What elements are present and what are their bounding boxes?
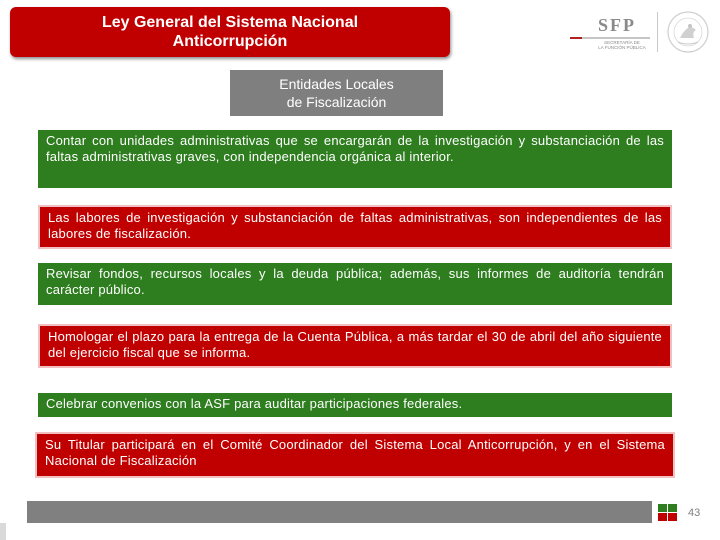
sfp-logo (565, 10, 715, 55)
list-item: Las labores de investigación y substanciación de faltas administrativas, son independientes de las labores de fiscalización. (38, 205, 672, 249)
list-item: Celebrar convenios con la ASF para auditar participaciones federales. (38, 393, 672, 417)
green-square-icon (658, 504, 667, 512)
slide-title (10, 7, 450, 57)
sfp-subtitle-line2: LA FUNCIÓN PÚBLICA (598, 45, 646, 50)
slide-title-line1: Ley General del Sistema Nacional (101, 14, 359, 31)
sfp-logo-accent (570, 37, 582, 39)
section-subtitle (230, 70, 443, 116)
logo-divider (657, 12, 658, 52)
sfp-acronym: SFP (598, 15, 637, 35)
sfp-subtitle (587, 40, 657, 50)
list-item: Su Titular participará en el Comité Coordinador del Sistema Local Anticorrupción, y en el Sistema Nacional de Fiscalización (35, 432, 675, 478)
list-item: Contar con unidades administrativas que se encargarán de la investigación y substanciación de las faltas administrativas graves, con independencia orgánica al interior. (38, 130, 672, 188)
footer-bar (27, 501, 652, 523)
section-subtitle-line2: de Fiscalización (286, 94, 387, 110)
footer-left-accent (0, 523, 6, 540)
footer-squares-icon (656, 501, 680, 523)
sfp-logo-line (570, 37, 650, 39)
list-item: Revisar fondos, recursos locales y la deuda pública; además, sus informes de auditoría tendrán carácter público. (38, 263, 672, 305)
sfp-subtitle-line1: SECRETARÍA DE (604, 40, 640, 45)
red-square-icon (658, 513, 667, 521)
mexico-coat-of-arms-icon (666, 10, 710, 54)
list-item: Homologar el plazo para la entrega de la Cuenta Pública, a más tardar el 30 de abril del año siguiente del ejercicio fiscal que se informa. (38, 324, 672, 368)
slide-title-line2: Anticorrupción (172, 33, 288, 50)
green-square-icon (668, 504, 677, 512)
section-subtitle-line1: Entidades Locales (279, 76, 394, 92)
red-square-icon (668, 513, 677, 521)
page-number: 43 (688, 507, 701, 519)
